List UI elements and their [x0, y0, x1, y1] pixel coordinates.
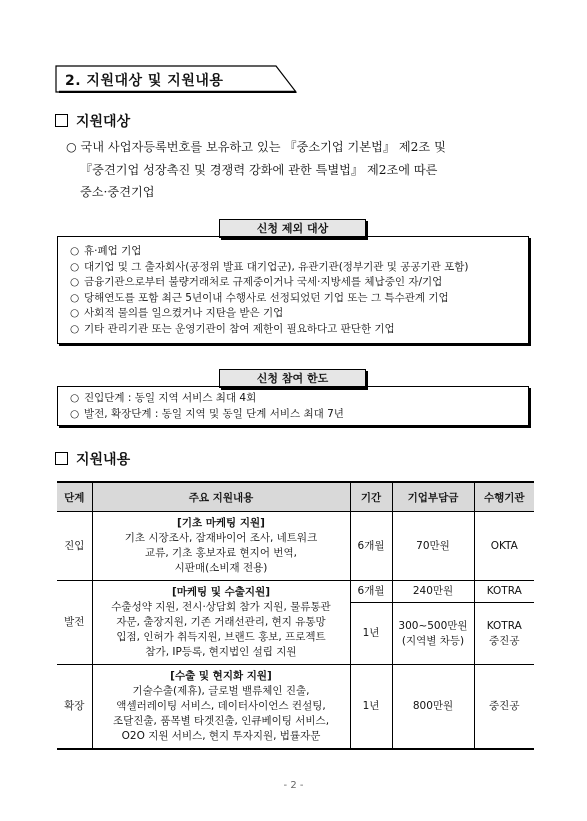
content-line: 기초 시장조사, 잠재바이어 조사, 네트워크 [124, 532, 318, 544]
list-item: ○ 기타 관리기관 또는 운영기관이 참여 제한이 필요하다고 판단한 기업 [58, 322, 528, 338]
content-cell [92, 581, 350, 665]
content-line: 자문, 출장지원, 기존 거래선관리, 현지 유통망 [116, 616, 326, 628]
content-heading-text: 지원내용 [76, 452, 131, 468]
cost-cell [392, 603, 474, 665]
content-cell [92, 512, 350, 581]
limit-box [57, 386, 529, 426]
table-header: 기간 [350, 482, 392, 512]
target-heading-text: 지원대상 [76, 114, 131, 130]
content-line: 기술수출(제휴), 글로벌 밸류체인 진출, [132, 684, 310, 697]
table-header: 주요 지원내용 [92, 482, 350, 512]
circle-bullet-icon: ○ [70, 307, 80, 319]
list-item: ○ 금융기관으로부터 불량거래처로 규제중이거나 국세·지방세를 체납중인 자/기업 [58, 275, 528, 291]
support-table [57, 481, 534, 750]
period-cell: 6개월 [350, 512, 392, 581]
content-line: 액셀러레이팅 서비스, 데이터사이언스 컨설팅, [116, 699, 326, 712]
stage-cell: 확장 [57, 665, 92, 749]
exclusion-box [57, 236, 529, 344]
stage-cell: 발전 [57, 581, 92, 665]
table-header: 단계 [57, 482, 92, 512]
cost-note: (지역별 차등) [401, 634, 465, 647]
target-description [66, 136, 536, 204]
circle-bullet-icon: ○ [70, 322, 80, 335]
org-cell: KOTRA [474, 581, 534, 603]
period-cell: 1년 [350, 665, 392, 749]
target-description-line: 『중견기업 성장촉진 및 경쟁력 강화에 관한 특별법』 제2조에 따른 [80, 162, 438, 177]
content-heading [55, 449, 130, 469]
content-cell [92, 665, 350, 749]
content-line: 교류, 기초 홍보자료 현지어 번역, [145, 547, 297, 559]
list-item: ○ 대기업 및 그 출자회사(공정위 발표 대기업군), 유관기관(정부기관 및 공공기관 포함) [58, 260, 528, 276]
target-heading [55, 111, 130, 131]
table-header: 수행기관 [474, 482, 534, 512]
period-cell: 6개월 [350, 581, 392, 603]
org-cell [474, 603, 534, 665]
page-number: - 2 - [283, 780, 304, 791]
circle-bullet-icon: ○ [70, 245, 80, 257]
content-line: 시판매(소비재 전용) [174, 562, 268, 574]
org-value: KOTRA [486, 619, 522, 632]
square-bullet-icon [55, 452, 68, 465]
square-bullet-icon [55, 114, 68, 127]
cost-cell: 240만원 [392, 581, 474, 603]
org-value: 중진공 [489, 634, 520, 647]
content-line: 조달진출, 품목별 타겟진출, 인큐베이팅 서비스, [112, 714, 330, 727]
target-description-line: ○ 국내 사업자등록번호를 보유하고 있는 『중소기업 기본법』 제2조 및 [66, 140, 446, 154]
table-header-row [57, 482, 534, 512]
cost-value: 300~500만원 [398, 619, 468, 632]
stage-cell: 진입 [57, 512, 92, 581]
limit-label: 신청 참여 한도 [219, 369, 366, 388]
table-row [57, 665, 534, 749]
circle-bullet-icon: ○ [70, 291, 80, 304]
content-line: 입점, 인허가 취득지원, 브랜드 홍보, 프로젝트 [116, 631, 326, 643]
section-title: 2. 지원대상 및 지원내용 [65, 73, 224, 89]
list-item: ○ 사회적 물의를 일으켰거나 지탄을 받은 기업 [58, 306, 528, 322]
content-title: [기초 마케팅 지원] [177, 517, 265, 529]
target-description-line: 중소·중견기업 [80, 185, 155, 199]
content-line: O2O 지원 서비스, 현지 투자지원, 법률자문 [121, 729, 321, 742]
list-item: ○ 당해연도를 포함 최근 5년이내 수행사로 선정되었던 기업 또는 그 특수관계 기업 [58, 291, 528, 307]
content-line: 참가, IP등록, 현지법인 설립 지원 [145, 646, 297, 658]
circle-bullet-icon: ○ [70, 392, 80, 404]
circle-bullet-icon: ○ [70, 276, 80, 288]
content-line: 수출성약 지원, 전시·상담회 참가 지원, 물류통관 [111, 601, 331, 613]
list-item: ○ 휴·폐업 기업 [58, 244, 528, 260]
content-title: [수출 및 현지화 지원] [170, 669, 272, 682]
cost-cell: 800만원 [392, 665, 474, 749]
table-header: 기업부담금 [392, 482, 474, 512]
list-item: ○ 발전, 확장단계 : 동일 지역 및 동일 단계 서비스 최대 7년 [58, 407, 528, 423]
table-row [57, 512, 534, 581]
list-item: ○ 진입단계 : 동일 지역 서비스 최대 4회 [58, 391, 528, 407]
cost-cell: 70만원 [392, 512, 474, 581]
table-row [57, 581, 534, 603]
circle-bullet-icon: ○ [70, 260, 80, 273]
org-cell: OKTA [474, 512, 534, 581]
exclusion-label: 신청 제외 대상 [219, 219, 366, 238]
period-cell: 1년 [350, 603, 392, 665]
content-title: [마케팅 및 수출지원] [171, 586, 271, 598]
section-header [55, 65, 297, 93]
circle-bullet-icon: ○ [70, 407, 80, 420]
org-cell: 중진공 [474, 665, 534, 749]
